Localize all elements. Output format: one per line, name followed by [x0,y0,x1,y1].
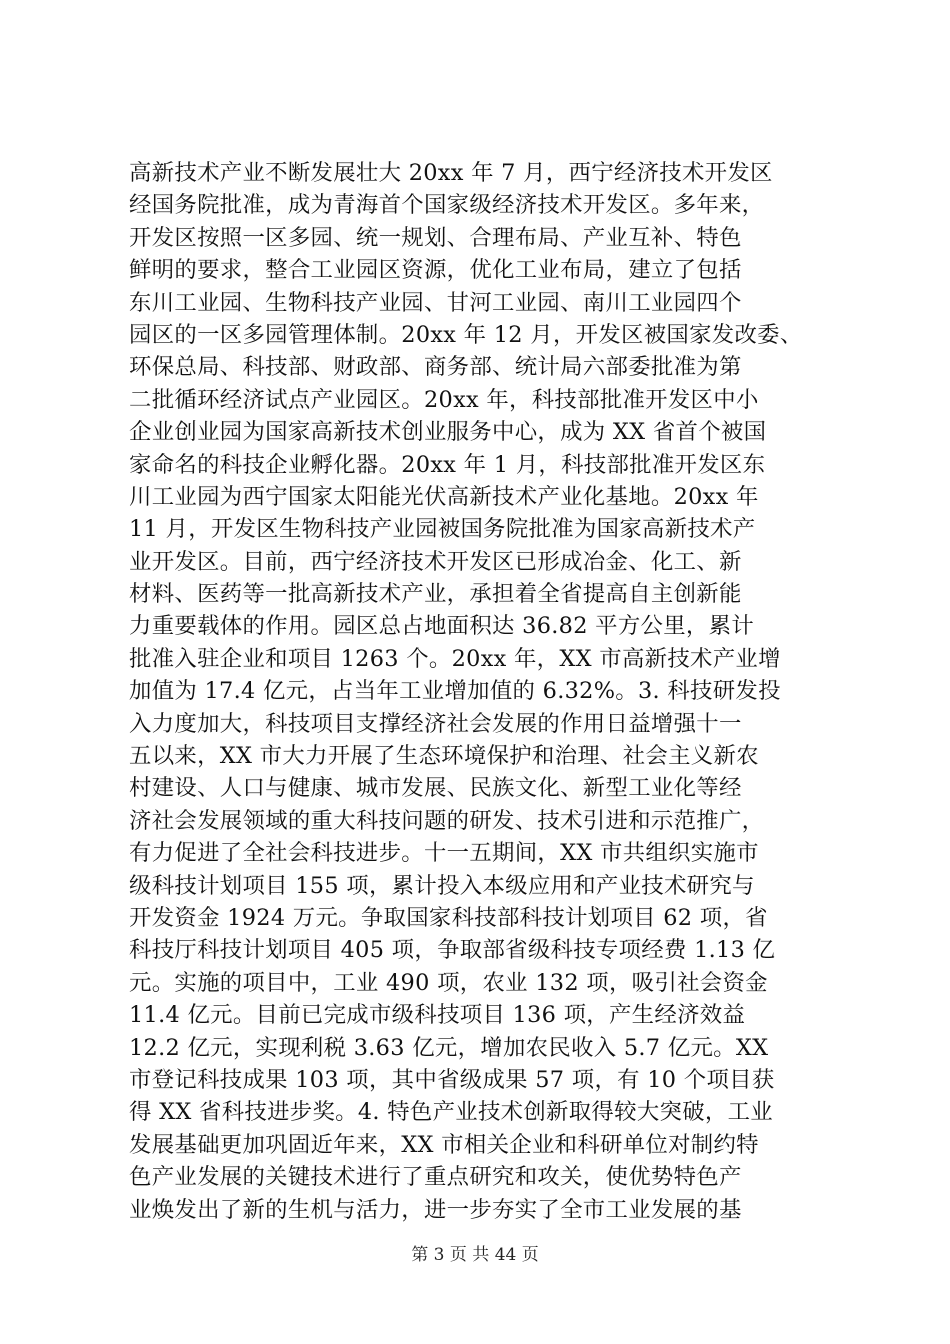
text-line: 村建设、人口与健康、城市发展、民族文化、新型工业化等经 [129,775,742,802]
text-line: 川工业园为西宁国家太阳能光伏高新技术产业化基地。20xx 年 [129,483,759,510]
text-line: 环保总局、科技部、财政部、商务部、统计局六部委批准为第 [129,354,742,381]
text-line: 11.4 亿元。目前已完成市级科技项目 136 项，产生经济效益 [129,1002,746,1029]
text-line: 经国务院批准，成为青海首个国家级经济技术开发区。多年来， [129,192,765,219]
text-line: 元。实施的项目中，工业 490 项，农业 132 项，吸引社会资金 [129,969,768,996]
text-line: 五以来，XX 市大力开展了生态环境保护和治理、社会主义新农 [129,743,759,770]
text-line: 开发区按照一区多园、统一规划、合理布局、产业互补、特色 [129,224,742,251]
text-line: 有力促进了全社会科技进步。十一五期间，XX 市共组织实施市 [129,840,759,867]
text-line: 力重要载体的作用。园区总占地面积达 36.82 平方公里，累计 [129,613,755,640]
body-paragraph [129,157,829,1226]
text-line: 企业创业园为国家高新技术创业服务中心，成为 XX 省首个被国 [129,419,767,446]
text-line: 入力度加大，科技项目支撑经济社会发展的作用日益增强十一 [129,710,742,737]
text-line: 加值为 17.4 亿元，占当年工业增加值的 6.32%。3. 科技研发投 [129,678,781,705]
text-line: 高新技术产业不断发展壮大 20xx 年 7 月，西宁经济技术开发区 [129,160,773,186]
text-line: 东川工业园、生物科技产业园、甘河工业园、南川工业园四个 [129,289,742,316]
text-line: 开发资金 1924 万元。争取国家科技部科技计划项目 62 项，省 [129,904,768,931]
text-line: 二批循环经济试点产业园区。20xx 年，科技部批准开发区中小 [129,386,759,413]
text-line: 家命名的科技企业孵化器。20xx 年 1 月，科技部批准开发区东 [129,451,766,478]
text-line: 科技厅科技计划项目 405 项，争取部省级科技专项经费 1.13 亿 [129,937,776,964]
text-line: 级科技计划项目 155 项，累计投入本级应用和产业技术研究与 [129,872,755,899]
page-number-footer: 第 3 页 共 44 页 [411,1245,539,1265]
text-line: 得 XX 省科技进步奖。4. 特色产业技术创新取得较大突破，工业 [129,1099,773,1126]
text-line: 12.2 亿元，实现利税 3.63 亿元，增加农民收入 5.7 亿元。XX [129,1034,769,1061]
text-line: 发展基础更加巩固近年来，XX 市相关企业和科研单位对制约特 [129,1131,759,1158]
text-line: 市登记科技成果 103 项，其中省级成果 57 项，有 10 个项目获 [129,1066,775,1093]
text-line: 鲜明的要求，整合工业园区资源，优化工业布局，建立了包括 [129,257,742,284]
text-line: 济社会发展领域的重大科技问题的研发、技术引进和示范推广， [129,807,765,834]
text-line: 色产业发展的关键技术进行了重点研究和攻关，使优势特色产 [129,1164,742,1191]
text-line: 材料、医药等一批高新技术产业，承担着全省提高自主创新能 [129,581,742,608]
text-line: 批准入驻企业和项目 1263 个。20xx 年，XX 市高新技术产业增 [129,645,781,672]
text-line: 业焕发出了新的生机与活力，进一步夯实了全市工业发展的基 [129,1196,742,1223]
text-line: 11 月，开发区生物科技产业园被国务院批准为国家高新技术产 [129,516,756,543]
text-line: 园区的一区多园管理体制。20xx 年 12 月，开发区被国家发改委、 [129,321,803,348]
text-line: 业开发区。目前，西宁经济技术开发区已形成冶金、化工、新 [129,548,742,575]
